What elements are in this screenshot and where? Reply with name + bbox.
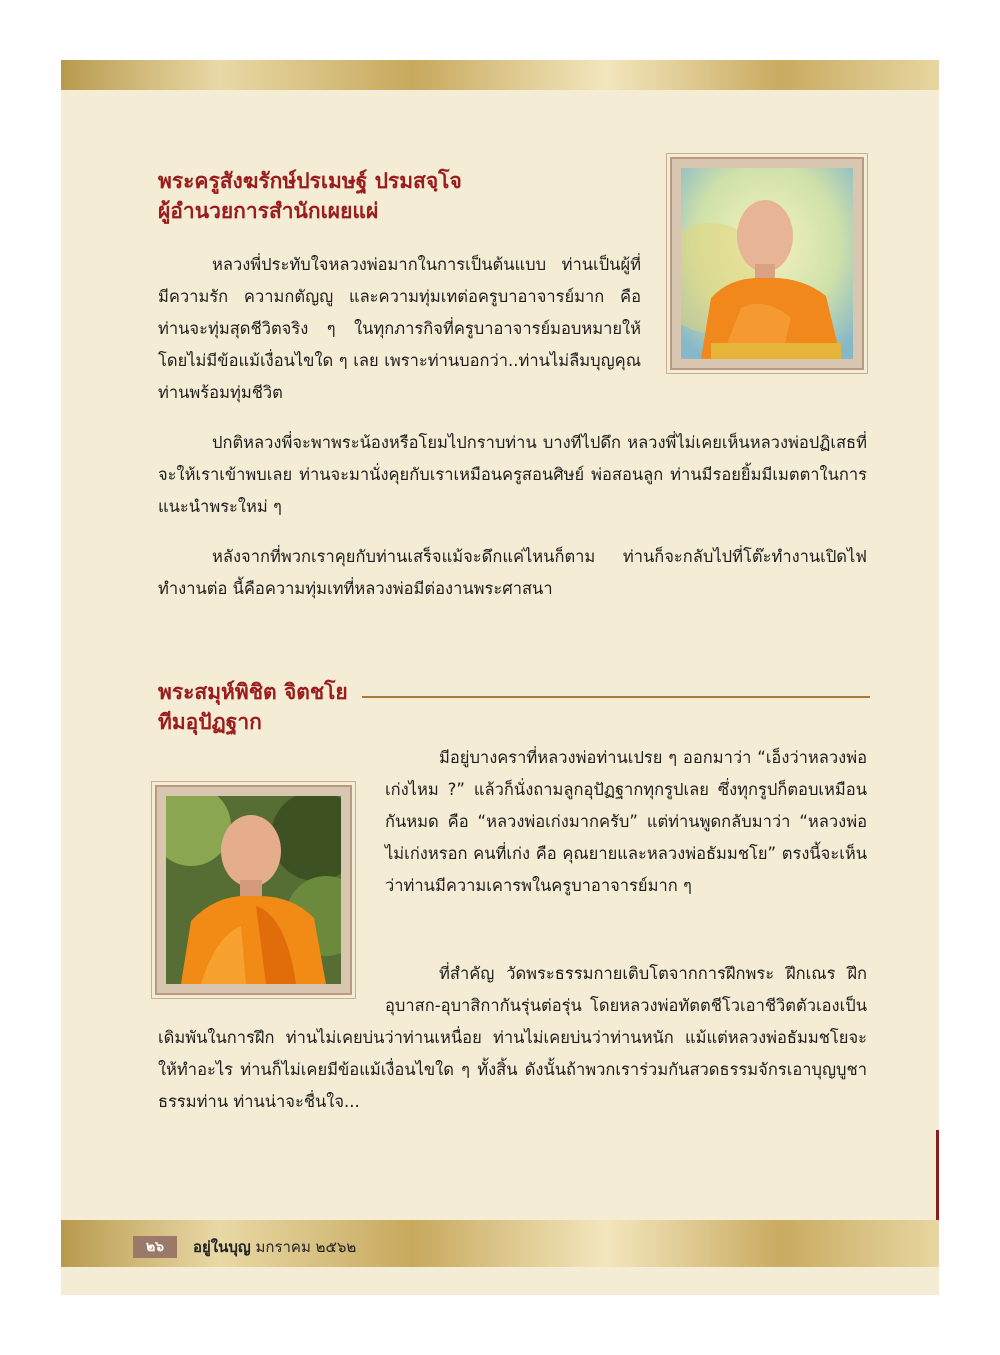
portrait-photo-1 bbox=[670, 157, 864, 370]
monk-portrait-1 bbox=[681, 168, 853, 359]
section2-paragraph-2: ที่สำคัญ วัดพระธรรมกายเติบโตจากการฝึกพระ ฝึกเณร ฝึกอุบาสก-อุบาสิกากันรุ่นต่อรุ่น โดยหลวงพ่อทัตตชีโวเอาชีวิตตัวเองเป็นเดิมพันในการฝึก ท่านไม่เคยบ่นว่าท่านเหนื่อย ท่านไม่เคยบ่นว่าท่านหนัก แม้แต่หลวงพ่อธัมมชโยจะให้ทำอะไร ท่านก็ไม่เคยมีข้อแม้เงื่อนไขใด ๆ ทั้งสิ้น ดังนั้นถ้าพวกเราร่วมกันสวดธรรมจักรเอาบุญบูชาธรรมท่าน ท่านน่าจะชื่นใจ... bbox=[158, 958, 867, 1118]
page-number: ๒๖ bbox=[133, 1236, 177, 1258]
footer-caption bbox=[193, 1236, 356, 1258]
photo-wrap-spacer bbox=[158, 958, 385, 1022]
section2-name: พระสมุห์พิชิต จิตชโย bbox=[158, 680, 348, 704]
section1-paragraph-3: หลังจากที่พวกเราคุยกับท่านเสร็จแม้จะดึกแค่ไหนก็ตาม ท่านก็จะกลับไปที่โต๊ะทำงานเปิดไฟทำงานต่อ นี้คือความทุ่มเทที่หลวงพ่อมีต่องานพระศาสนา bbox=[158, 547, 867, 598]
section2-role: ทีมอุปัฏฐาก bbox=[158, 710, 262, 734]
section2-paragraph-1: มีอยู่บางคราที่หลวงพ่อท่านเปรย ๆ ออกมาว่า “เอ็งว่าหลวงพ่อเก่งไหม ?” แล้วก็นั่งถามลูกอุปัฏฐากทุกรูปเลย ซึ่งทุกรูปก็ตอบเหมือนกันหมด คือ “หลวงพ่อเก่งมากครับ” แต่ท่านพูดกลับมาว่า “หลวงพ่อไม่เก่งหรอก คนที่เก่ง คือ คุณยายและหลวงพ่อธัมมชโย” ตรงนี้จะเห็นว่าท่านมีความเคารพในครูบาอาจารย์มาก ๆ bbox=[385, 748, 867, 895]
issue-date: มกราคม ๒๕๖๒ bbox=[255, 1238, 357, 1256]
section2-rule bbox=[362, 696, 870, 698]
section1-heading bbox=[158, 166, 638, 226]
section1-paragraph-2: ปกติหลวงพี่จะพาพระน้องหรือโยมไปกราบท่าน บางทีไปดึก หลวงพี่ไม่เคยเห็นหลวงพ่อปฏิเสธที่จะให้เราเข้าพบเลย ท่านจะมานั่งคุยกับเราเหมือนครูสอนศิษย์ พ่อสอนลูก ท่านมีรอยยิ้มมีเมตตาในการแนะนำพระใหม่ ๆ bbox=[158, 433, 867, 516]
section1-role: ผู้อำนวยการสำนักเผยแผ่ bbox=[158, 199, 379, 223]
monk-portrait-2 bbox=[166, 796, 341, 984]
section1-name: พระครูสังฆรักษ์ปรเมษฐ์ ปรมสจฺโจ bbox=[158, 169, 462, 193]
section1-paragraph-1: หลวงพี่ประทับใจหลวงพ่อมากในการเป็นต้นแบบ ท่านเป็นผู้ที่มีความรัก ความกตัญญู และความทุ่มเทต่อครูบาอาจารย์มาก คือ ท่านจะทุ่มสุดชีวิตจริง ๆ ในทุกภารกิจที่ครูบาอาจารย์มอบหมายให้ โดยไม่มีข้อแม้เงื่อนไขใด ๆ เลย เพราะท่านบอกว่า..ท่านไม่ลืมบุญคุณ ท่านพร้อมทุ่มชีวิต bbox=[158, 255, 641, 402]
magazine-title: อยู่ในบุญ bbox=[193, 1238, 251, 1256]
page-edge-marker bbox=[936, 1130, 939, 1222]
top-gold-bar bbox=[61, 60, 939, 90]
section2-heading bbox=[158, 677, 358, 737]
